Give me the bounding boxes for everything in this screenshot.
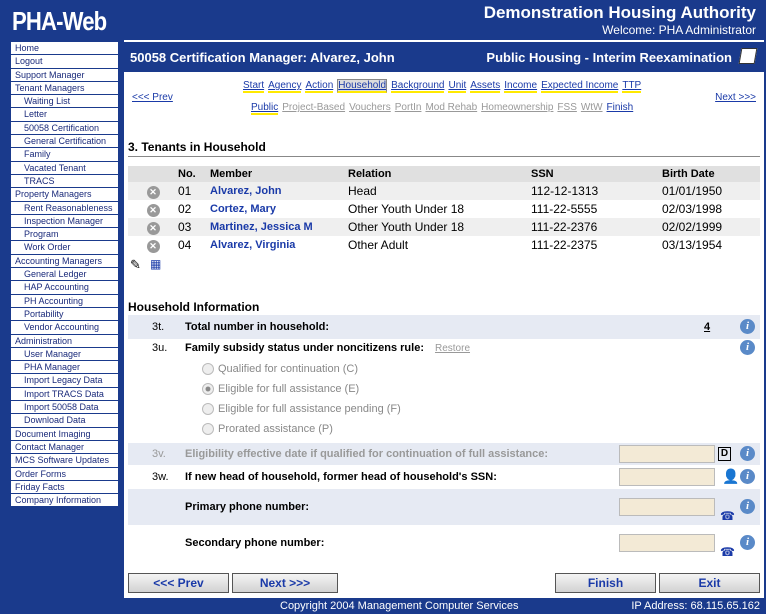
edit-icon[interactable]: ✎ — [130, 257, 141, 272]
member-link[interactable]: Alvarez, Virginia — [210, 239, 296, 251]
table-cell: 02/02/1999 — [662, 218, 760, 236]
program-link[interactable]: Finish — [606, 102, 634, 113]
calendar-icon[interactable]: D — [718, 447, 731, 461]
exit-button[interactable]: Exit — [659, 573, 760, 593]
title-bar — [124, 42, 764, 72]
sidebar-item[interactable]: Logout — [11, 55, 118, 68]
sidebar-item[interactable]: Import TRACS Data — [11, 388, 118, 401]
step-link[interactable]: Agency — [268, 80, 302, 91]
column-header: Birth Date — [662, 166, 760, 182]
step-link[interactable]: Unit — [448, 80, 467, 91]
sidebar-item[interactable]: Vendor Accounting — [11, 321, 118, 334]
person-icon[interactable]: 👤 — [722, 468, 740, 484]
column-header: Member — [210, 166, 348, 182]
step-nav — [243, 80, 645, 91]
sidebar-item[interactable]: Waiting List — [11, 95, 118, 108]
sidebar-item[interactable]: Download Data — [11, 414, 118, 427]
primary-phone-input[interactable] — [619, 498, 715, 516]
step-link[interactable]: Assets — [470, 80, 501, 91]
page-title: 50058 Certification Manager: Alvarez, John — [130, 50, 395, 65]
sidebar-item[interactable]: Property Managers — [11, 188, 118, 201]
info-icon[interactable]: i — [740, 319, 755, 334]
nav-prev-link[interactable]: <<< Prev — [132, 92, 173, 103]
ip-address: IP Address: 68.115.65.162 — [631, 600, 760, 612]
sidebar-item[interactable]: PHA Manager — [11, 361, 118, 374]
row-3t: 3t. Total number in household: 4 i — [128, 315, 760, 339]
sidebar-item[interactable]: Import Legacy Data — [11, 374, 118, 387]
notes-icon[interactable] — [739, 48, 758, 64]
table-cell: 03/13/1954 — [662, 238, 723, 252]
phone-icon[interactable]: ☎ — [720, 545, 735, 559]
divider — [128, 156, 760, 157]
sidebar-item[interactable]: Administration — [11, 335, 118, 348]
program-link[interactable]: PortIn — [394, 102, 422, 113]
table-cell: 01 — [178, 182, 210, 200]
sidebar-item[interactable]: Work Order — [11, 241, 118, 254]
org-name: Demonstration Housing Authority — [483, 3, 756, 22]
table-cell: Head — [348, 182, 531, 200]
sidebar-item[interactable]: Vacated Tenant — [11, 162, 118, 175]
program-link[interactable]: Homeownership — [481, 102, 554, 113]
sidebar-item[interactable]: PH Accounting — [11, 295, 118, 308]
info-icon[interactable]: i — [740, 499, 755, 514]
row-phone1: Primary phone number: ☎ i — [128, 489, 760, 525]
prev-button[interactable]: <<< Prev — [128, 573, 229, 593]
sidebar-item[interactable]: Company Information — [11, 494, 118, 507]
radio-pending[interactable]: Eligible for full assistance pending (F) — [202, 403, 401, 415]
total-count: 4 — [704, 321, 711, 333]
row-3w: 3w. If new head of household, former head of household's SSN: 👤 i — [128, 465, 760, 489]
step-link[interactable]: Action — [305, 80, 334, 91]
table-row — [128, 182, 760, 200]
household-heading: Household Information — [128, 300, 260, 314]
row-3u: 3u. Family subsidy status under noncitizens rule: Restore i Qualified for continuation (C) Eligible for full assistance (E) Eligible for full assistance pending (F) Prorated assistance (P) — [128, 339, 760, 439]
sidebar-item[interactable]: Family — [11, 148, 118, 161]
step-link[interactable]: Start — [243, 80, 265, 91]
member-link[interactable]: Alvarez, John — [210, 182, 348, 200]
table-cell: 03 — [178, 218, 210, 236]
main-panel — [124, 40, 764, 598]
column-header: Relation — [348, 166, 531, 182]
info-icon[interactable]: i — [740, 469, 755, 484]
delete-icon[interactable]: ✕ — [147, 186, 160, 199]
step-link[interactable]: Expected Income — [541, 80, 619, 91]
radio-prorated[interactable]: Prorated assistance (P) — [202, 423, 333, 435]
program-link[interactable]: Vouchers — [349, 102, 391, 113]
sidebar-item[interactable]: User Manager — [11, 348, 118, 361]
eligibility-date-input[interactable] — [619, 445, 715, 463]
table-cell: 04 — [178, 238, 192, 252]
sidebar-item[interactable]: Contact Manager — [11, 441, 118, 454]
sidebar-item[interactable]: Accounting Managers — [11, 255, 118, 268]
sidebar-item[interactable]: Friday Facts — [11, 481, 118, 494]
table-cell: Other Youth Under 18 — [348, 202, 465, 216]
column-header: SSN — [531, 166, 662, 182]
info-icon[interactable]: i — [740, 535, 755, 550]
program-nav — [251, 102, 637, 113]
table-cell: 111-22-2375 — [531, 238, 598, 252]
sidebar-item[interactable]: Tenant Managers — [11, 82, 118, 95]
column-header: No. — [178, 166, 210, 182]
nav-next-link[interactable]: Next >>> — [715, 92, 756, 103]
table-row — [128, 200, 760, 218]
info-icon[interactable]: i — [740, 340, 755, 355]
finish-button[interactable]: Finish — [555, 573, 656, 593]
next-button[interactable]: Next >>> — [232, 573, 338, 593]
member-link[interactable]: Cortez, Mary — [210, 203, 277, 215]
sidebar-item[interactable]: Rent Reasonableness — [11, 202, 118, 215]
sidebar-item[interactable]: General Certification — [11, 135, 118, 148]
welcome-text: Welcome: PHA Administrator — [602, 23, 756, 37]
sidebar-item[interactable]: HAP Accounting — [11, 281, 118, 294]
table-cell: Other Adult — [348, 238, 409, 252]
program-link[interactable]: Project-Based — [282, 102, 346, 113]
sidebar-item[interactable]: Inspection Manager — [11, 215, 118, 228]
table-cell: 02/03/1998 — [662, 202, 723, 216]
sidebar-item[interactable]: General Ledger — [11, 268, 118, 281]
table-row — [128, 218, 760, 236]
table-cell: 111-22-5555 — [531, 202, 598, 216]
program-link[interactable]: Public — [251, 102, 279, 113]
sidebar-item[interactable]: Support Manager — [11, 69, 118, 82]
step-link[interactable]: Background — [391, 80, 445, 91]
sidebar-item[interactable]: Import 50058 Data — [11, 401, 118, 414]
sidebar-item[interactable]: Letter — [11, 108, 118, 121]
col-action — [128, 166, 178, 182]
sidebar-item[interactable]: Order Forms — [11, 468, 118, 481]
table-cell: 111-22-2376 — [531, 218, 662, 236]
program-link[interactable]: Mod Rehab — [425, 102, 478, 113]
row-phone2: Secondary phone number: ☎ i — [128, 525, 760, 561]
step-link[interactable]: Household — [338, 80, 387, 91]
row-3v: 3v. Eligibility effective date if qualified for continuation of full assistance: D i — [128, 443, 760, 465]
sidebar-item[interactable]: TRACS — [11, 175, 118, 188]
table-cell: Other Youth Under 18 — [348, 218, 531, 236]
program-link[interactable]: FSS — [557, 102, 577, 113]
member-link[interactable]: Martinez, Jessica M — [210, 218, 348, 236]
sidebar — [10, 41, 119, 508]
sidebar-item[interactable]: MCS Software Updates — [11, 454, 118, 467]
radio-qualified[interactable]: Qualified for continuation (C) — [202, 363, 358, 375]
secondary-phone-input[interactable] — [619, 534, 715, 552]
restore-link[interactable]: Restore — [435, 343, 471, 354]
sidebar-item[interactable]: 50058 Certification — [11, 122, 118, 135]
table-cell: 01/01/1950 — [662, 182, 760, 200]
tenants-table — [128, 166, 760, 254]
program-title: Public Housing - Interim Reexamination — [486, 50, 732, 65]
delete-icon[interactable]: ✕ — [147, 240, 160, 253]
delete-icon[interactable]: ✕ — [147, 204, 160, 217]
sidebar-item[interactable]: Portability — [11, 308, 118, 321]
section-title: 3. Tenants in Household — [128, 140, 266, 154]
phone-icon[interactable]: ☎ — [720, 509, 735, 523]
header — [0, 0, 766, 40]
grid-icon[interactable]: ▦ — [150, 257, 162, 271]
step-link[interactable]: TTP — [622, 80, 642, 91]
table-row — [128, 236, 760, 254]
sidebar-item[interactable]: Home — [11, 42, 118, 55]
sidebar-item[interactable]: Program — [11, 228, 118, 241]
radio-eligible[interactable]: Eligible for full assistance (E) — [202, 383, 359, 395]
copyright: Copyright 2004 Management Computer Services — [280, 600, 519, 612]
info-icon[interactable]: i — [740, 446, 755, 461]
sidebar-item[interactable]: Document Imaging — [11, 428, 118, 441]
former-head-ssn-input[interactable] — [619, 468, 715, 486]
delete-icon[interactable]: ✕ — [147, 222, 160, 235]
logo: PHA-Web — [12, 6, 107, 36]
step-link[interactable]: Income — [504, 80, 538, 91]
program-link[interactable]: WtW — [580, 102, 603, 113]
table-cell: 112-12-1313 — [531, 182, 662, 200]
table-cell: 02 — [178, 202, 192, 216]
